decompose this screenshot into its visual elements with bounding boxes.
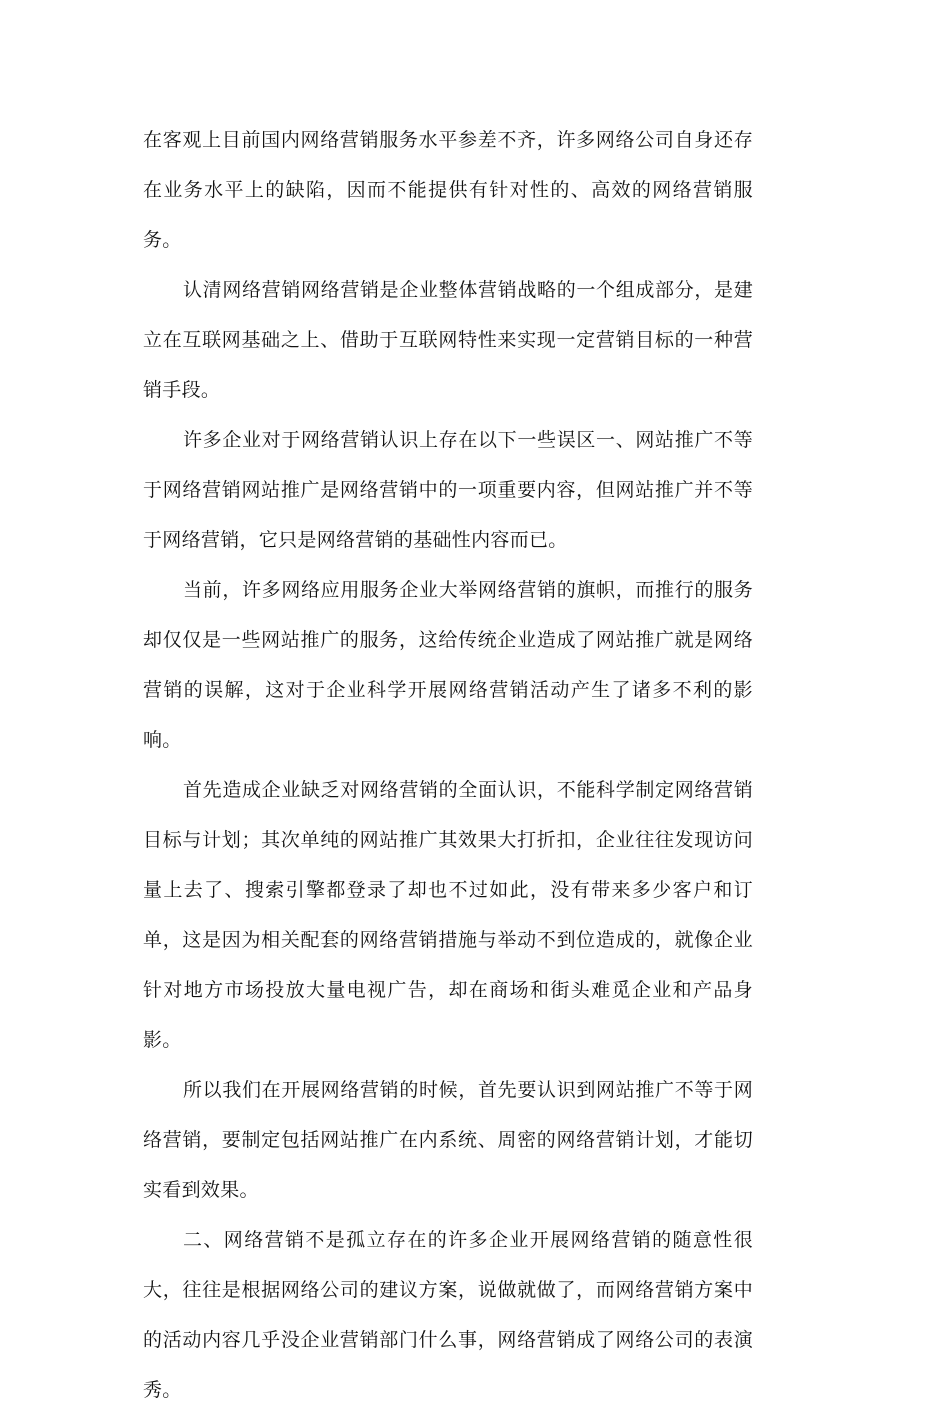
paragraph-6: 所以我们在开展网络营销的时候，首先要认识到网站推广不等于网络营销，要制定包括网站推广在内系统、周密的网络营销计划，才能切实看到效果。 bbox=[143, 1079, 753, 1201]
document-body bbox=[143, 115, 753, 1415]
paragraph-3: 许多企业对于网络营销认识上存在以下一些误区一、网站推广不等于网络营销网站推广是网络营销中的一项重要内容，但网站推广并不等于网络营销，它只是网络营销的基础性内容而已。 bbox=[143, 429, 753, 551]
paragraph-2: 认清网络营销网络营销是企业整体营销战略的一个组成部分，是建立在互联网基础之上、借助于互联网特性来实现一定营销目标的一种营销手段。 bbox=[143, 279, 753, 401]
paragraph-5: 首先造成企业缺乏对网络营销的全面认识，不能科学制定网络营销目标与计划；其次单纯的网站推广其效果大打折扣，企业往往发现访问量上去了、搜索引擎都登录了却也不过如此，没有带来多少客户和订单，这是因为相关配套的网络营销措施与举动不到位造成的，就像企业针对地方市场投放大量电视广告，却在商场和街头难觅企业和产品身影。 bbox=[143, 779, 753, 1051]
paragraph-7: 二、网络营销不是孤立存在的许多企业开展网络营销的随意性很大，往往是根据网络公司的建议方案，说做就做了，而网络营销方案中的活动内容几乎没企业营销部门什么事，网络营销成了网络公司的表演秀。 bbox=[143, 1229, 753, 1401]
paragraph-4: 当前，许多网络应用服务企业大举网络营销的旗帜，而推行的服务却仅仅是一些网站推广的服务，这给传统企业造成了网站推广就是网络营销的误解，这对于企业科学开展网络营销活动产生了诸多不利的影响。 bbox=[143, 579, 753, 751]
paragraph-1: 在客观上目前国内网络营销服务水平参差不齐，许多网络公司自身还存在业务水平上的缺陷，因而不能提供有针对性的、高效的网络营销服务。 bbox=[143, 129, 753, 251]
